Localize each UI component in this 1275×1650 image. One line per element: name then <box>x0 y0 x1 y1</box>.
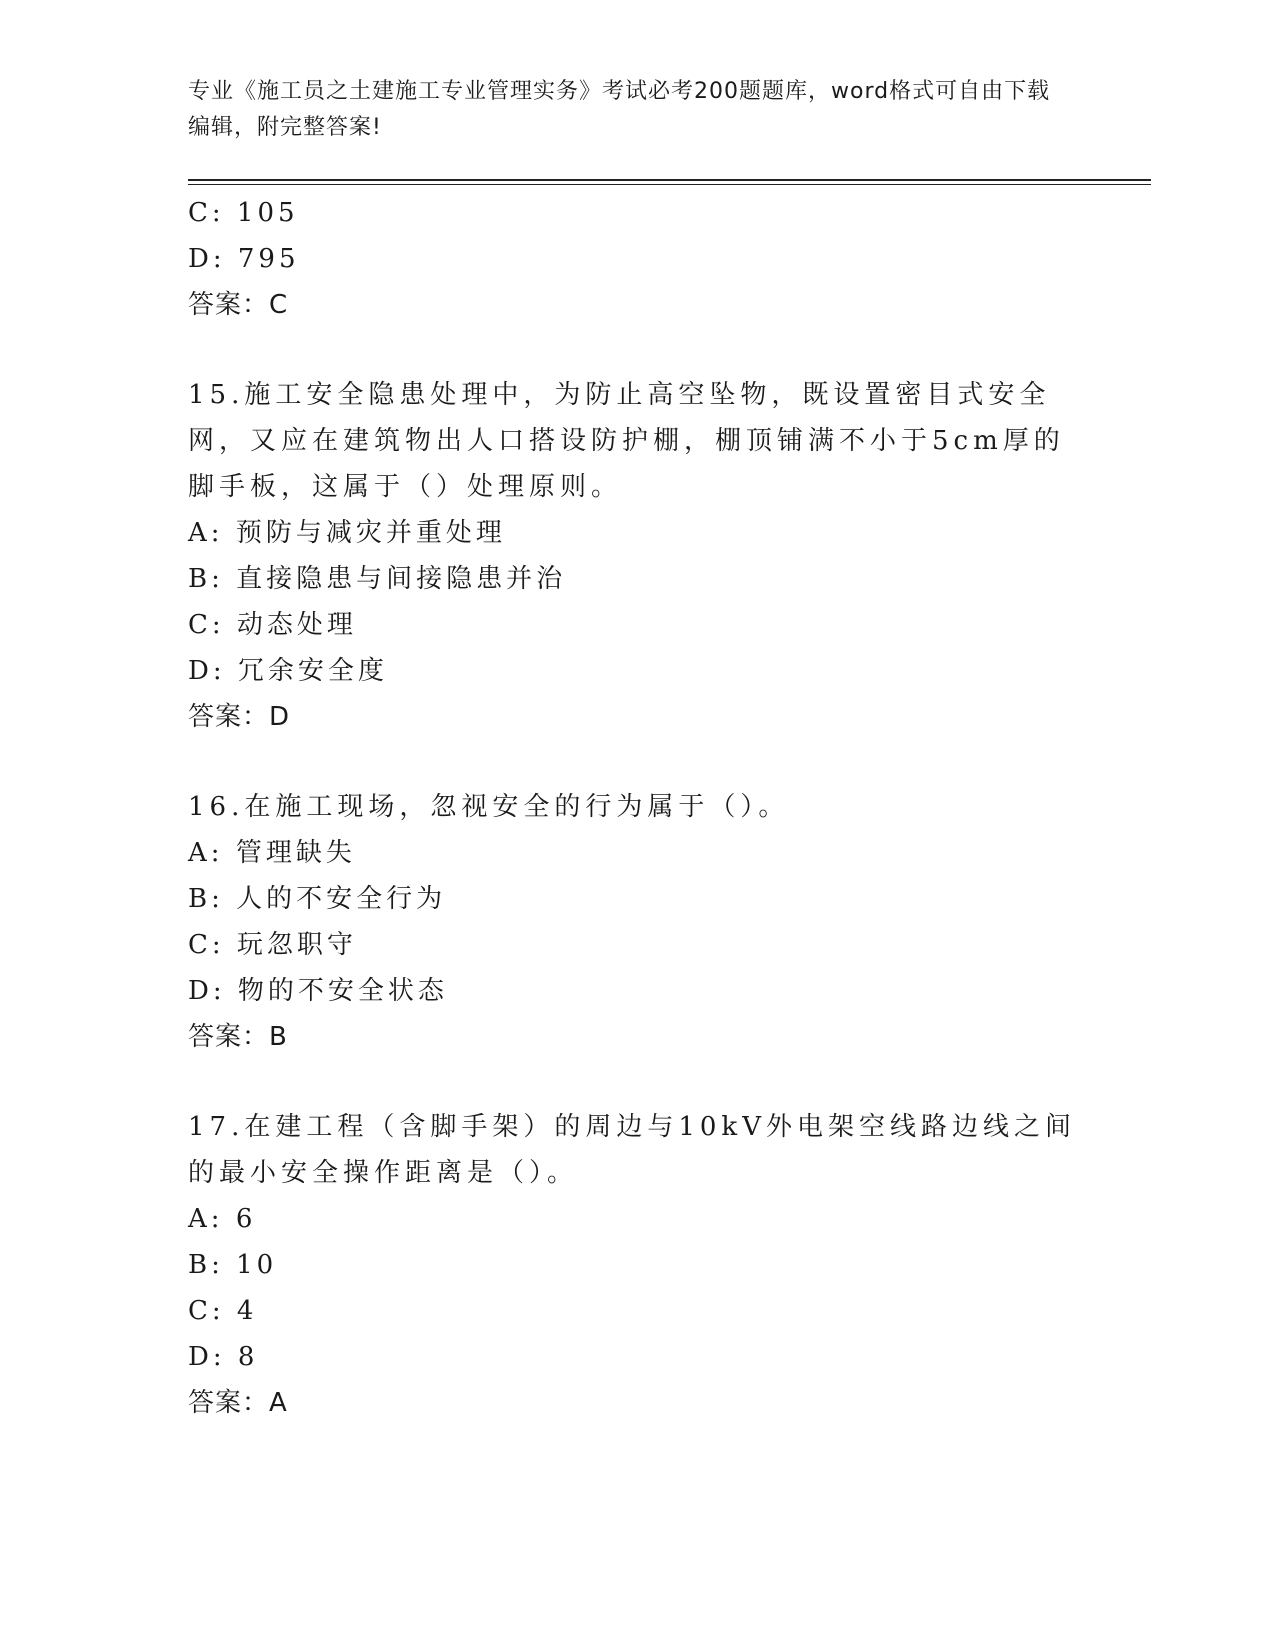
option-text: 8 <box>237 1342 259 1372</box>
option-label: B: <box>188 564 224 594</box>
option-label: A: <box>188 518 224 548</box>
option-d <box>188 236 1088 282</box>
header-text: 专业《施工员之土建施工专业管理实务》考试必考200题题库，word格式可自由下载编辑，附完整答案! <box>188 79 1051 140</box>
option-text: 冗余安全度 <box>237 656 388 686</box>
option-a <box>188 830 1088 876</box>
answer-line: 答案：B <box>188 1022 288 1052</box>
answer-line: 答案：A <box>188 1388 288 1418</box>
option-text: 管理缺失 <box>235 838 356 868</box>
option-c <box>188 922 1088 968</box>
spacer <box>188 1060 1088 1104</box>
answer-line: 答案：D <box>188 702 291 732</box>
spacer <box>188 328 1088 372</box>
question-stem: 17.在建工程（含脚手架）的周边与10kV外电架空线路边线之间的最小安全操作距离是（）。 <box>188 1112 1076 1188</box>
option-c <box>188 1288 1088 1334</box>
question-stem: 16.在施工现场，忽视安全的行为属于（）。 <box>188 792 790 822</box>
option-label: C: <box>188 1296 225 1326</box>
option-b <box>188 876 1088 922</box>
question-list <box>188 190 1088 1426</box>
continued-question <box>188 190 1088 328</box>
spacer <box>188 740 1088 784</box>
option-label: C: <box>188 198 225 228</box>
option-label: B: <box>188 1250 224 1280</box>
option-label: C: <box>188 610 225 640</box>
option-label: D: <box>188 656 226 686</box>
option-label: A: <box>188 1204 224 1234</box>
option-text: 动态处理 <box>236 610 357 640</box>
option-label: D: <box>188 244 226 274</box>
option-label: D: <box>188 1342 226 1372</box>
option-text: 10 <box>236 1250 278 1280</box>
option-text: 795 <box>237 244 300 274</box>
option-text: 玩忽职守 <box>236 930 357 960</box>
question-17 <box>188 1104 1088 1426</box>
option-d <box>188 648 1088 694</box>
option-text: 6 <box>235 1204 257 1234</box>
option-text: 直接隐患与间接隐患并治 <box>236 564 567 594</box>
question-15 <box>188 372 1088 740</box>
option-label: C: <box>188 930 225 960</box>
question-16 <box>188 784 1088 1060</box>
option-d <box>188 1334 1088 1380</box>
option-label: D: <box>188 976 226 1006</box>
header-rule-thick <box>188 179 1151 181</box>
option-c <box>188 602 1088 648</box>
option-text: 人的不安全行为 <box>236 884 447 914</box>
option-text: 预防与减灾并重处理 <box>235 518 506 548</box>
header-rule-thin <box>188 184 1151 185</box>
option-b <box>188 1242 1088 1288</box>
option-a <box>188 1196 1088 1242</box>
option-b <box>188 556 1088 602</box>
answer-line: 答案：C <box>188 290 289 320</box>
document-header <box>188 74 1068 146</box>
option-text: 105 <box>236 198 299 228</box>
option-text: 物的不安全状态 <box>237 976 448 1006</box>
question-stem: 15.施工安全隐患处理中，为防止高空坠物，既设置密目式安全网，又应在建筑物出人口搭设防护棚，棚顶铺满不小于5cm厚的脚手板，这属于（）处理原则。 <box>188 380 1065 502</box>
option-text: 4 <box>236 1296 258 1326</box>
option-label: B: <box>188 884 224 914</box>
option-d <box>188 968 1088 1014</box>
option-c <box>188 190 1088 236</box>
option-label: A: <box>188 838 224 868</box>
option-a <box>188 510 1088 556</box>
